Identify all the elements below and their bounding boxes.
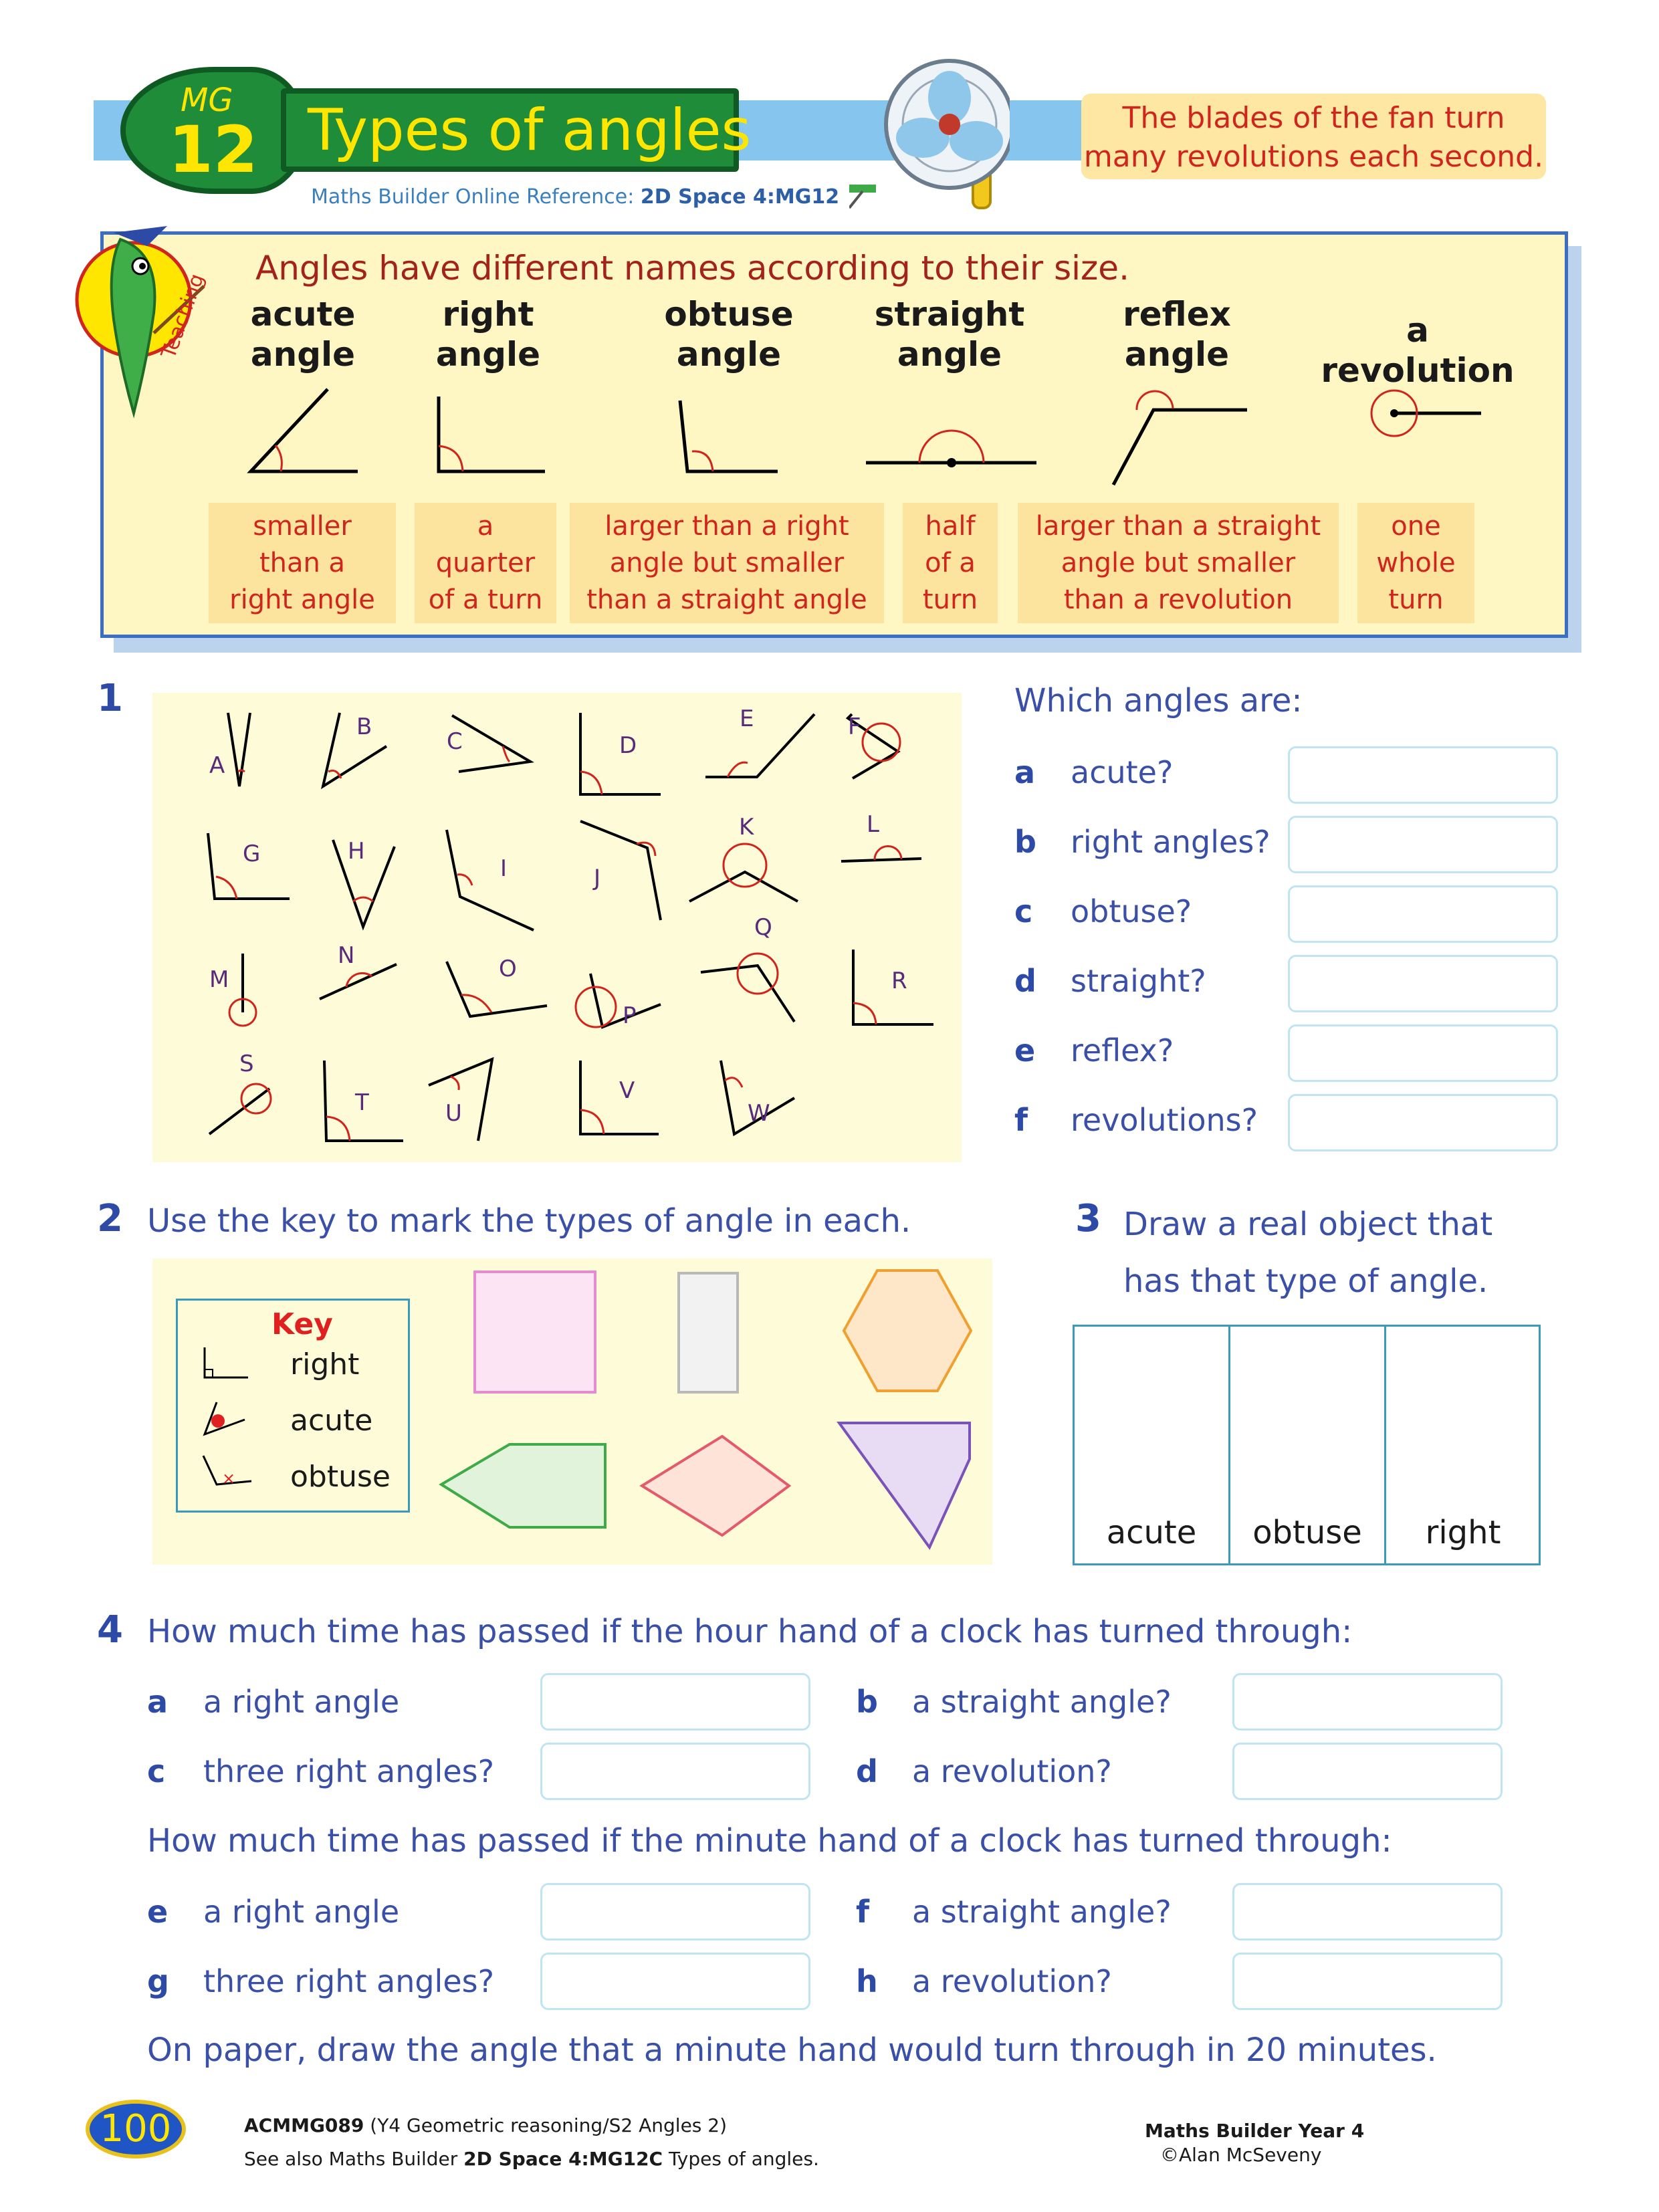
fan-note-line2: many revolutions each second. bbox=[1083, 140, 1544, 174]
angle-name-right: right angle bbox=[435, 295, 541, 374]
angle-label: Q bbox=[754, 914, 772, 941]
q1-answer-reflex[interactable] bbox=[1288, 1024, 1558, 1082]
q3-prompt-line1: Draw a real object that bbox=[1123, 1206, 1493, 1243]
grey-rectangle[interactable] bbox=[679, 1273, 738, 1392]
angle-name-obtuse: obtuse angle bbox=[664, 295, 794, 374]
see-also: See also Maths Builder 2D Space 4:MG12C Types of angles. bbox=[244, 2148, 819, 2170]
q4-item-f: f a straight angle? bbox=[856, 1894, 1172, 1930]
page-number: 100 bbox=[86, 2100, 186, 2159]
q1-angle-grid bbox=[152, 693, 962, 1162]
q3-prompt-line2: has that type of angle. bbox=[1123, 1262, 1488, 1300]
q2-shapes bbox=[428, 1258, 992, 1565]
angle-label: W bbox=[748, 1100, 770, 1127]
angle-label: I bbox=[500, 855, 508, 882]
key-obtuse: obtuse bbox=[290, 1460, 391, 1494]
q1-item-c: c obtuse? bbox=[1014, 893, 1192, 929]
key-acute: acute bbox=[290, 1404, 373, 1438]
q4-answer-d[interactable] bbox=[1232, 1743, 1503, 1800]
fan-note bbox=[1081, 94, 1546, 179]
q3-label-right: right bbox=[1425, 1514, 1501, 1551]
q3-number: 3 bbox=[1075, 1197, 1101, 1240]
key-right: right bbox=[290, 1347, 360, 1381]
q4-answer-e[interactable] bbox=[540, 1883, 810, 1941]
q4-item-g: g three right angles? bbox=[147, 1963, 495, 1999]
q1-item-b: b right angles? bbox=[1014, 824, 1270, 860]
key-title: Key bbox=[271, 1307, 333, 1341]
angle-desc-obtuse: larger than a right angle but smaller than a straight angle bbox=[570, 503, 884, 623]
online-reference bbox=[311, 185, 839, 209]
q1-answer-straight[interactable] bbox=[1288, 955, 1558, 1012]
q1-number: 1 bbox=[97, 677, 123, 720]
orange-hexagon[interactable] bbox=[844, 1270, 971, 1391]
page-title: Types of angles bbox=[308, 97, 752, 164]
q1-item-a: a acute? bbox=[1014, 754, 1174, 790]
author: ©Alan McSeveny bbox=[1160, 2144, 1322, 2166]
angle-label: F bbox=[848, 713, 861, 740]
angle-key bbox=[176, 1299, 410, 1513]
angle-label: T bbox=[355, 1089, 369, 1116]
angle-label: A bbox=[209, 752, 225, 779]
green-pentagon[interactable] bbox=[441, 1444, 605, 1527]
q4-prompt-hour: How much time has passed if the hour hand of a clock has turned through: bbox=[147, 1613, 1353, 1650]
q4-final-instruction: On paper, draw the angle that a minute hand would turn through in 20 minutes. bbox=[147, 2031, 1437, 2069]
q4-answer-b[interactable] bbox=[1232, 1673, 1503, 1731]
q4-number: 4 bbox=[97, 1608, 123, 1652]
q3-drawing-box bbox=[1073, 1325, 1541, 1565]
q3-label-acute: acute bbox=[1106, 1514, 1197, 1551]
book-title: Maths Builder Year 4 bbox=[1145, 2120, 1365, 2142]
fan-note-line1: The blades of the fan turn bbox=[1122, 101, 1505, 135]
q1-answer-obtuse[interactable] bbox=[1288, 885, 1558, 943]
angle-diagrams bbox=[227, 374, 1565, 495]
q1-prompt: Which angles are: bbox=[1014, 682, 1303, 720]
angle-name-straight: straight angle bbox=[874, 295, 1025, 374]
q4-item-d: d a revolution? bbox=[856, 1753, 1112, 1789]
red-rhombus[interactable] bbox=[642, 1436, 789, 1535]
q4-answer-f[interactable] bbox=[1232, 1883, 1503, 1941]
angle-label: G bbox=[243, 841, 261, 867]
angle-desc-revolution: one whole turn bbox=[1357, 503, 1474, 623]
q1-answer-right[interactable] bbox=[1288, 816, 1558, 873]
ref-value: 2D Space 4:MG12 bbox=[640, 185, 840, 209]
fan-icon bbox=[849, 51, 1010, 211]
angle-desc-acute: smaller than a right angle bbox=[209, 503, 396, 623]
angle-label: O bbox=[499, 956, 517, 982]
angle-label: B bbox=[356, 713, 372, 740]
svg-text:×: × bbox=[222, 1469, 236, 1488]
angle-label: C bbox=[447, 728, 463, 755]
pink-square[interactable] bbox=[475, 1272, 595, 1392]
angle-name-revolution: a revolution bbox=[1321, 311, 1515, 390]
angle-label: P bbox=[623, 1002, 637, 1029]
q2-number: 2 bbox=[97, 1197, 123, 1240]
angle-name-reflex: reflex angle bbox=[1123, 295, 1231, 374]
q3-label-obtuse: obtuse bbox=[1252, 1514, 1362, 1551]
angle-label: M bbox=[209, 966, 229, 993]
badge-number: 12 bbox=[169, 112, 258, 187]
angle-label: D bbox=[619, 732, 637, 759]
q4-answer-h[interactable] bbox=[1232, 1953, 1503, 2010]
angle-label: E bbox=[740, 705, 754, 732]
q4-item-e: e a right angle bbox=[147, 1894, 400, 1930]
q1-answer-acute[interactable] bbox=[1288, 746, 1558, 804]
q4-item-h: h a revolution? bbox=[856, 1963, 1112, 1999]
fish-teacher-icon bbox=[74, 213, 214, 427]
angle-name-acute: acute angle bbox=[250, 295, 356, 374]
angle-desc-right: a quarter of a turn bbox=[415, 503, 556, 623]
key-symbols bbox=[198, 1341, 258, 1501]
q4-item-c: c three right angles? bbox=[147, 1753, 495, 1789]
purple-quadrilateral[interactable] bbox=[839, 1423, 970, 1547]
q1-item-e: e reflex? bbox=[1014, 1032, 1174, 1069]
badge-mg: MG bbox=[181, 82, 233, 119]
q2-prompt: Use the key to mark the types of angle in each. bbox=[147, 1202, 911, 1240]
q1-item-f: f revolutions? bbox=[1014, 1102, 1258, 1138]
teaching-tag: Teaching bbox=[156, 270, 209, 362]
q4-answer-a[interactable] bbox=[540, 1673, 810, 1731]
angle-label: R bbox=[891, 968, 907, 994]
teaching-intro: Angles have different names according to their size. bbox=[255, 249, 1129, 288]
angle-label: H bbox=[348, 838, 365, 865]
angle-label: N bbox=[338, 942, 355, 969]
angle-desc-reflex: larger than a straight angle but smaller than a revolution bbox=[1018, 503, 1339, 623]
q1-answer-revolutions[interactable] bbox=[1288, 1094, 1558, 1151]
angle-label: V bbox=[619, 1077, 635, 1104]
q4-item-a: a a right angle bbox=[147, 1684, 400, 1720]
angle-label: L bbox=[867, 811, 879, 838]
q4-item-b: b a straight angle? bbox=[856, 1684, 1172, 1720]
angle-desc-straight: half of a turn bbox=[903, 503, 998, 623]
curriculum-code: ACMMG089 (Y4 Geometric reasoning/S2 Angles 2) bbox=[244, 2114, 728, 2136]
q4-answer-g[interactable] bbox=[540, 1953, 810, 2010]
q1-item-d: d straight? bbox=[1014, 963, 1206, 999]
angle-label: S bbox=[239, 1050, 254, 1077]
q4-answer-c[interactable] bbox=[540, 1743, 810, 1800]
angle-label: K bbox=[739, 814, 754, 841]
ref-prefix: Maths Builder Online Reference: bbox=[311, 185, 635, 209]
angle-label: J bbox=[594, 865, 601, 891]
angle-label: U bbox=[445, 1100, 462, 1127]
q4-prompt-minute: How much time has passed if the minute hand of a clock has turned through: bbox=[147, 1822, 1392, 1860]
